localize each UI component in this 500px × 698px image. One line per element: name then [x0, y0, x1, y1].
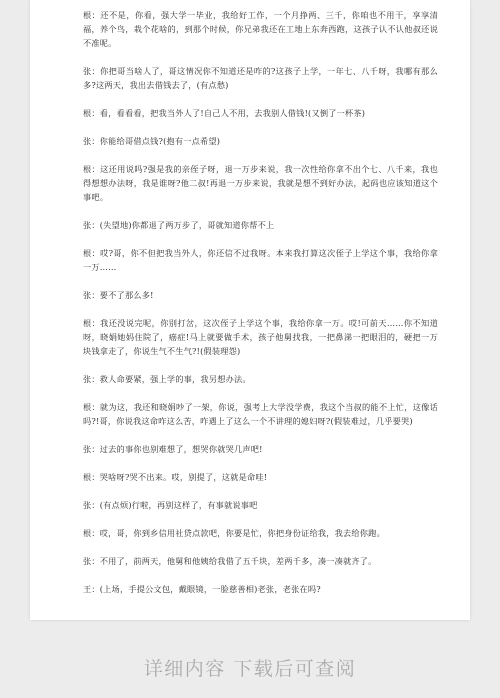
footer-banner	[0, 636, 500, 698]
download-prompt-label: 详细内容 下载后可查阅	[143, 657, 357, 680]
dialogue-paragraph: 根：这还用说吗?强是我的亲侄子呀，退一万步来说，我一次性给你拿不出个七、八千来，我也得想想办法呀，我是谁呀?他二叔!再退一万步来说，我就是想不到好办法，起码也应该知道这个事吧。	[83, 164, 438, 202]
dialogue-paragraph: 根：还不是，你看，强大学一毕业，我给好工作，一个月挣两、三千，你咱也不用干，享享清福，养个鸟，栽个花啥的，到那个时候，你兄弟我还在工地上东奔西跑，这孩子认不认他叔还说不准呢。	[83, 10, 438, 48]
dialogue-paragraph: 张：不用了，前两天，他舅和他姨给我借了五千块，差两千多，凑一凑就齐了。	[83, 556, 377, 566]
dialogue-paragraph: 根：就为这，我还和晓娟吵了一架，你说，强考上大学没学费，我这个当叔的能不上忙，这像话吗?!哥，你说我这命咋这么苦，咋遇上了这么一个不讲理的媳妇呀?(假装难过，几乎要哭)	[83, 402, 438, 426]
document-body	[83, 8, 438, 610]
dialogue-paragraph: 张：(失望地)你都退了两万步了，哥就知道你帮不上	[83, 220, 275, 230]
dialogue-paragraph: 张：你能给哥借点钱?(抱有一点希望)	[83, 136, 221, 146]
dialogue-paragraph: 王：(上场，手提公文包，戴眼镜，一脸慈善相)老张，老张在吗?	[83, 584, 321, 594]
dialogue-paragraph: 根：哎，哥，你到乡信用社贷点款吧，你要是忙，你把身份证给我，我去给你跑。	[83, 528, 385, 538]
dialogue-paragraph: 张：过去的事你也别难想了，想哭你就哭几声吧!	[83, 444, 263, 454]
document-page	[30, 0, 470, 620]
dialogue-paragraph: 张：要不了那么多!	[83, 290, 154, 300]
dialogue-paragraph: 根：哎?哥，你不但把我当外人，你还信不过我呀。本来我打算这次侄子上学这个事，我给你拿一万……	[83, 248, 438, 272]
dialogue-paragraph: 根：我还没说完呢，你别打岔，这次侄子上学这个事，我给你拿一万。哎!可前天……你不知道呀，晓娟她妈住院了，癌症!马上就要做手术，孩子他舅找我，一把鼻涕一把眼泪的，硬把一万块钱拿走了，你说生气不生气?!(假装理怨)	[83, 318, 438, 356]
dialogue-paragraph: 根：哭啥呀?哭不出来。哎，别提了，这就是命哇!	[83, 472, 268, 482]
dialogue-paragraph: 根：看，看看看，把我当外人了!自己人不用，去我别人借钱!(又倒了一杯茶)	[83, 108, 366, 118]
dialogue-paragraph: 张：你把哥当啥人了，哥这情况你不知道还是咋的?这孩子上学，一年七、八千呀，我哪有那么多?这两天，我出去借钱去了，(有点愁)	[83, 66, 438, 90]
dialogue-paragraph: 张：(有点烦)行啦，再别这样了，有事就说事吧	[83, 500, 258, 510]
dialogue-paragraph: 张：救人命要紧，强上学的事，我另想办法。	[83, 374, 251, 384]
